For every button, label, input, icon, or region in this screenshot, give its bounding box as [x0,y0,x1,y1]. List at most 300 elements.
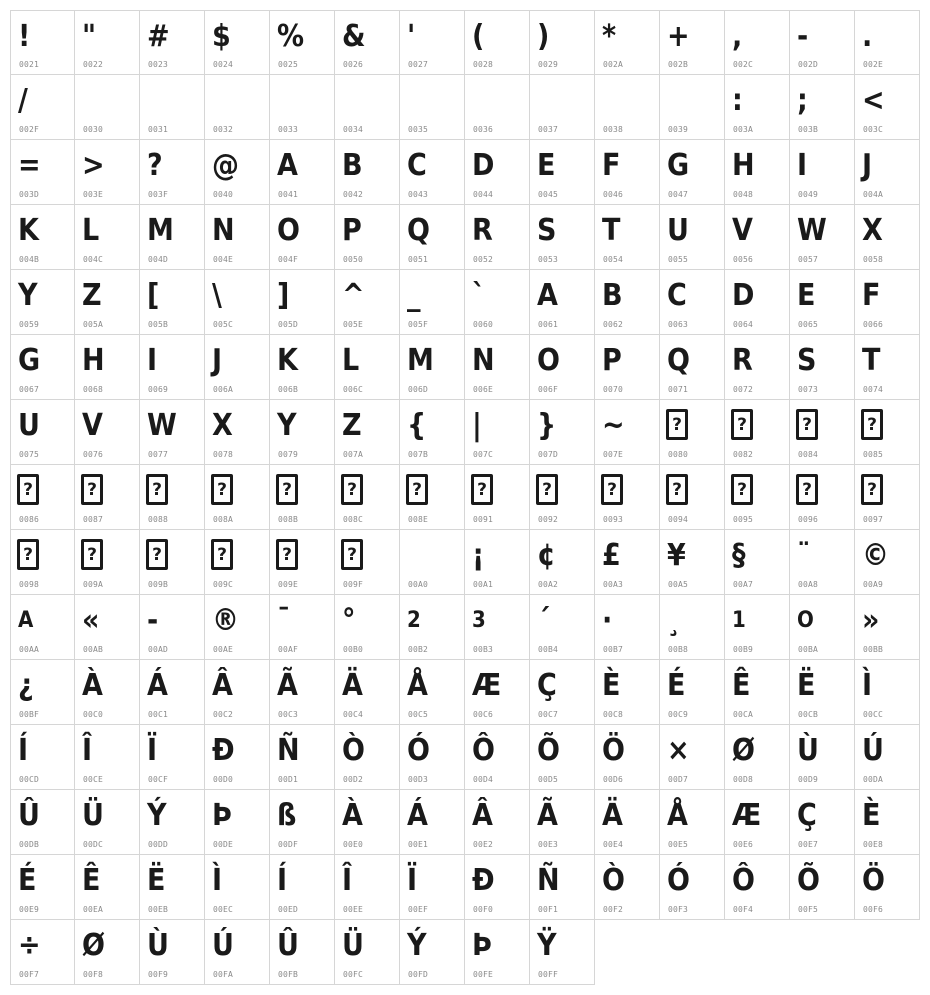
glyph-sample: F [862,278,881,313]
glyph-cell [595,10,660,75]
glyph-codepoint: 002D [798,60,819,69]
glyph-codepoint: 0064 [733,320,754,329]
glyph-cell [595,140,660,205]
glyph-cell [530,725,595,790]
glyph-cell [335,335,400,400]
glyph-codepoint: 00D0 [213,775,234,784]
glyph-sample: Ê [82,863,101,898]
glyph-codepoint: 00B0 [343,645,364,654]
glyph-cell [790,400,855,465]
glyph-sample: Ï [147,733,158,768]
glyph-codepoint: 00FF [538,970,559,979]
glyph-sample: Ÿ [537,928,557,963]
glyph-codepoint: 0096 [798,515,819,524]
glyph-codepoint: 0054 [603,255,624,264]
glyph-codepoint: 00CC [863,710,884,719]
glyph-sample: Ë [797,668,816,703]
glyph-sample: Ï [407,863,418,898]
glyph-sample: Ã [537,798,558,833]
glyph-sample: ~ [602,408,625,443]
glyph-sample: Q [407,213,430,248]
glyph-cell [855,595,920,660]
glyph-cell [660,465,725,530]
missing-glyph-box [861,409,883,440]
glyph-codepoint: 0037 [538,125,559,134]
glyph-codepoint: 005C [213,320,234,329]
missing-glyph-box [796,409,818,440]
glyph-cell [660,790,725,855]
glyph-cell [205,595,270,660]
glyph-cell [595,530,660,595]
glyph-codepoint: 00F4 [733,905,754,914]
glyph-codepoint: 0091 [473,515,494,524]
glyph-cell [790,660,855,725]
glyph-sample: À [82,668,103,703]
missing-glyph-mark: ? [347,545,357,565]
glyph-sample: R [732,343,753,378]
glyph-cell [140,270,205,335]
glyph-codepoint: 0022 [83,60,104,69]
glyph-cell [270,660,335,725]
glyph-codepoint: 00FD [408,970,429,979]
glyph-sample: Á [147,668,168,703]
glyph-sample: Ú [862,733,884,768]
glyph-sample: A [537,278,558,313]
glyph-codepoint: 0026 [343,60,364,69]
glyph-cell [205,270,270,335]
glyph-codepoint: 0067 [19,385,40,394]
glyph-sample: ¯ [277,603,291,638]
glyph-cell [335,400,400,465]
glyph-cell [270,400,335,465]
glyph-cell [75,660,140,725]
glyph-sample: H [82,343,105,378]
glyph-sample: ® [212,603,239,638]
glyph-sample: " [82,19,97,54]
glyph-cell [595,75,660,140]
glyph-codepoint: 0065 [798,320,819,329]
glyph-codepoint: 00EA [83,905,104,914]
glyph-cell [75,595,140,660]
glyph-cell [10,855,75,920]
glyph-cell [855,400,920,465]
glyph-cell [75,725,140,790]
glyph-sample: U [667,213,689,248]
glyph-sample: F [602,148,621,183]
glyph-codepoint: 0080 [668,450,689,459]
missing-glyph-box [146,474,168,505]
glyph-sample: Ñ [537,863,560,898]
glyph-sample: © [862,538,889,573]
glyph-sample: Ú [212,928,234,963]
glyph-sample: « [82,603,100,638]
glyph-sample: Ç [797,798,817,833]
glyph-codepoint: 00DE [213,840,234,849]
glyph-cell [335,465,400,530]
glyph-codepoint: 0027 [408,60,429,69]
glyph-codepoint: 0039 [668,125,689,134]
glyph-sample: ' [407,19,416,54]
glyph-cell [75,530,140,595]
glyph-codepoint: 00FA [213,970,234,979]
glyph-sample: Ø [732,733,755,768]
glyph-sample: J [862,148,873,183]
glyph-codepoint: 005E [343,320,364,329]
glyph-sample: Ô [472,733,495,768]
glyph-codepoint: 00EC [213,905,234,914]
glyph-cell [400,920,465,985]
glyph-cell [140,75,205,140]
glyph-cell [75,335,140,400]
glyph-codepoint: 005B [148,320,169,329]
glyph-codepoint: 00AB [83,645,104,654]
glyph-codepoint: 00C8 [603,710,624,719]
glyph-codepoint: 0044 [473,190,494,199]
glyph-sample: Đ [472,863,495,898]
glyph-codepoint: 00A5 [668,580,689,589]
missing-glyph-mark: ? [152,545,162,565]
glyph-codepoint: 0094 [668,515,689,524]
glyph-sample: Ì [212,863,223,898]
glyph-sample: T [602,213,621,248]
missing-glyph-box [731,409,753,440]
glyph-sample: × [667,733,690,768]
glyph-cell [790,855,855,920]
glyph-cell [790,205,855,270]
glyph-codepoint: 006D [408,385,429,394]
glyph-codepoint: 0075 [19,450,40,459]
glyph-cell [790,465,855,530]
glyph-sample: Å [667,798,688,833]
glyph-sample: O [277,213,300,248]
glyph-codepoint: 00DC [83,840,104,849]
missing-glyph-box [81,539,103,570]
glyph-codepoint: 00AD [148,645,169,654]
glyph-codepoint: 003D [19,190,40,199]
glyph-codepoint: 0042 [343,190,364,199]
glyph-cell [140,855,205,920]
glyph-sample: B [602,278,623,313]
glyph-codepoint: 0093 [603,515,624,524]
glyph-cell [270,790,335,855]
glyph-sample: X [862,213,883,248]
glyph-sample: À [342,798,363,833]
glyph-codepoint: 00D5 [538,775,559,784]
glyph-cell [335,855,400,920]
glyph-cell [660,855,725,920]
missing-glyph-box [81,474,103,505]
missing-glyph-mark: ? [672,415,682,435]
glyph-cell [140,400,205,465]
glyph-cell [335,140,400,205]
glyph-sample: L [342,343,360,378]
glyph-codepoint: 003B [798,125,819,134]
glyph-codepoint: 00FB [278,970,299,979]
glyph-cell [335,10,400,75]
glyph-sample: D [472,148,495,183]
glyph-codepoint: 00DB [19,840,40,849]
glyph-cell [140,530,205,595]
glyph-codepoint: 00E5 [668,840,689,849]
glyph-cell [855,270,920,335]
glyph-sample: V [732,213,753,248]
glyph-codepoint: 0050 [343,255,364,264]
glyph-codepoint: 0092 [538,515,559,524]
glyph-codepoint: 00F8 [83,970,104,979]
glyph-codepoint: 00D2 [343,775,364,784]
glyph-codepoint: 008C [343,515,364,524]
glyph-cell [725,205,790,270]
glyph-codepoint: 006B [278,385,299,394]
glyph-sample: U [18,408,40,443]
glyph-sample: & [342,19,366,54]
glyph-cell [10,920,75,985]
glyph-cell [595,855,660,920]
glyph-sample: ° [342,603,356,638]
glyph-codepoint: 00B8 [668,645,689,654]
glyph-sample: A [277,148,298,183]
missing-glyph-box [601,474,623,505]
glyph-codepoint: 0025 [278,60,299,69]
glyph-sample: - [147,603,159,638]
glyph-cell [335,205,400,270]
glyph-sample: } [537,408,557,443]
glyph-codepoint: 00C6 [473,710,494,719]
glyph-cell [530,790,595,855]
glyph-sample: Æ [732,798,762,833]
glyph-cell [855,10,920,75]
glyph-sample: Î [82,733,93,768]
glyph-cell [465,595,530,660]
glyph-codepoint: 00F6 [863,905,884,914]
glyph-cell [75,270,140,335]
glyph-cell [400,140,465,205]
glyph-sample: [ [147,278,160,313]
glyph-cell [595,595,660,660]
glyph-codepoint: 0060 [473,320,494,329]
glyph-codepoint: 00E9 [19,905,40,914]
glyph-codepoint: 00C0 [83,710,104,719]
glyph-codepoint: 002C [733,60,754,69]
glyph-cell [530,205,595,270]
glyph-codepoint: 00C4 [343,710,364,719]
glyph-sample: ¥ [667,538,686,573]
glyph-sample: @ [212,148,239,183]
glyph-cell [660,335,725,400]
glyph-cell [790,335,855,400]
missing-glyph-box [406,474,428,505]
glyph-cell [595,465,660,530]
glyph-codepoint: 007D [538,450,559,459]
glyph-codepoint: 007B [408,450,429,459]
glyph-codepoint: 0082 [733,450,754,459]
glyph-cell [400,270,465,335]
glyph-cell [725,400,790,465]
glyph-cell [725,530,790,595]
glyph-codepoint: 004F [278,255,299,264]
glyph-sample: B [342,148,363,183]
glyph-codepoint: 0023 [148,60,169,69]
glyph-codepoint: 007E [603,450,624,459]
missing-glyph-mark: ? [347,480,357,500]
glyph-codepoint: 0030 [83,125,104,134]
glyph-codepoint: 00D4 [473,775,494,784]
glyph-sample: C [407,148,427,183]
glyph-sample: ^ [342,278,365,313]
glyph-cell [205,465,270,530]
glyph-cell [205,920,270,985]
glyph-sample: Ñ [277,733,300,768]
glyph-cell [10,790,75,855]
glyph-sample: , [732,19,743,54]
glyph-sample: Ø [82,928,105,963]
glyph-cell [855,855,920,920]
glyph-cell [75,205,140,270]
glyph-sample: Õ [537,733,560,768]
glyph-sample: Ë [147,863,166,898]
glyph-codepoint: 00E1 [408,840,429,849]
glyph-codepoint: 003C [863,125,884,134]
glyph-cell [270,855,335,920]
glyph-codepoint: 00D3 [408,775,429,784]
missing-glyph-mark: ? [672,480,682,500]
glyph-codepoint: 0028 [473,60,494,69]
glyph-codepoint: 0074 [863,385,884,394]
glyph-cell [660,205,725,270]
glyph-codepoint: 0043 [408,190,429,199]
glyph-codepoint: 00E2 [473,840,494,849]
missing-glyph-mark: ? [477,480,487,500]
glyph-codepoint: 00EF [408,905,429,914]
glyph-codepoint: 00F7 [19,970,40,979]
glyph-codepoint: 0036 [473,125,494,134]
missing-glyph-box [536,474,558,505]
glyph-cell [660,10,725,75]
glyph-cell [595,400,660,465]
glyph-codepoint: 0056 [733,255,754,264]
glyph-codepoint: 002F [19,125,40,134]
glyph-sample: § [732,538,746,573]
glyph-codepoint: 0071 [668,385,689,394]
glyph-cell [855,790,920,855]
glyph-sample: Z [342,408,362,443]
glyph-codepoint: 00A9 [863,580,884,589]
glyph-sample: Þ [212,798,232,833]
glyph-cell [335,790,400,855]
glyph-sample: Ó [407,733,430,768]
glyph-cell [75,10,140,75]
glyph-codepoint: 0062 [603,320,624,329]
glyph-cell [530,75,595,140]
glyph-codepoint: 009A [83,580,104,589]
glyph-codepoint: 00CB [798,710,819,719]
glyph-cell [725,855,790,920]
glyph-sample: Û [18,798,40,833]
glyph-sample: X [212,408,233,443]
missing-glyph-mark: ? [737,480,747,500]
glyph-sample: Ó [667,863,690,898]
glyph-cell [530,400,595,465]
glyph-cell [10,140,75,205]
glyph-codepoint: 00A1 [473,580,494,589]
glyph-sample: Ì [862,668,873,703]
missing-glyph-mark: ? [87,480,97,500]
glyph-codepoint: 00FE [473,970,494,979]
glyph-cell [400,790,465,855]
glyph-codepoint: 0051 [408,255,429,264]
missing-glyph-box [666,474,688,505]
glyph-sample: È [602,668,621,703]
glyph-cell [725,725,790,790]
glyph-sample: V [82,408,103,443]
glyph-cell [530,465,595,530]
glyph-cell [205,660,270,725]
glyph-codepoint: 004B [19,255,40,264]
glyph-sample: Å [407,668,428,703]
glyph-codepoint: 0084 [798,450,819,459]
glyph-cell [465,530,530,595]
glyph-cell [75,400,140,465]
missing-glyph-mark: ? [737,415,747,435]
glyph-codepoint: 0057 [798,255,819,264]
glyph-codepoint: 00DF [278,840,299,849]
glyph-codepoint: 00AF [278,645,299,654]
glyph-codepoint: 00D8 [733,775,754,784]
glyph-codepoint: 00D6 [603,775,624,784]
glyph-sample: Ò [342,733,365,768]
missing-glyph-mark: ? [607,480,617,500]
glyph-cell [725,660,790,725]
missing-glyph-box [341,539,363,570]
missing-glyph-box [666,409,688,440]
glyph-cell [790,790,855,855]
glyph-codepoint: 0049 [798,190,819,199]
glyph-sample: M [407,343,434,378]
glyph-sample: C [667,278,687,313]
glyph-cell [270,595,335,660]
glyph-sample: Ù [797,733,819,768]
missing-glyph-box [276,539,298,570]
glyph-cell [400,465,465,530]
glyph-sample: K [18,213,39,248]
glyph-cell [10,530,75,595]
glyph-sample: \ [212,278,222,313]
glyph-codepoint: 002A [603,60,624,69]
missing-glyph-mark: ? [542,480,552,500]
glyph-codepoint: 0061 [538,320,559,329]
glyph-sample: Ä [602,798,623,833]
glyph-sample: ¿ [18,668,34,703]
glyph-sample: Y [277,408,297,443]
glyph-sample: J [212,343,223,378]
glyph-cell [530,140,595,205]
glyph-sample: Ã [277,668,298,703]
glyph-cell [140,790,205,855]
glyph-codepoint: 00E4 [603,840,624,849]
glyph-cell [465,660,530,725]
glyph-cell [660,270,725,335]
glyph-codepoint: 00BB [863,645,884,654]
glyph-codepoint: 00BA [798,645,819,654]
glyph-cell [205,205,270,270]
missing-glyph-box [211,474,233,505]
glyph-codepoint: 00E6 [733,840,754,849]
missing-glyph-mark: ? [412,480,422,500]
glyph-codepoint: 00DD [148,840,169,849]
glyph-cell [465,10,530,75]
glyph-cell [335,530,400,595]
glyph-codepoint: 0079 [278,450,299,459]
